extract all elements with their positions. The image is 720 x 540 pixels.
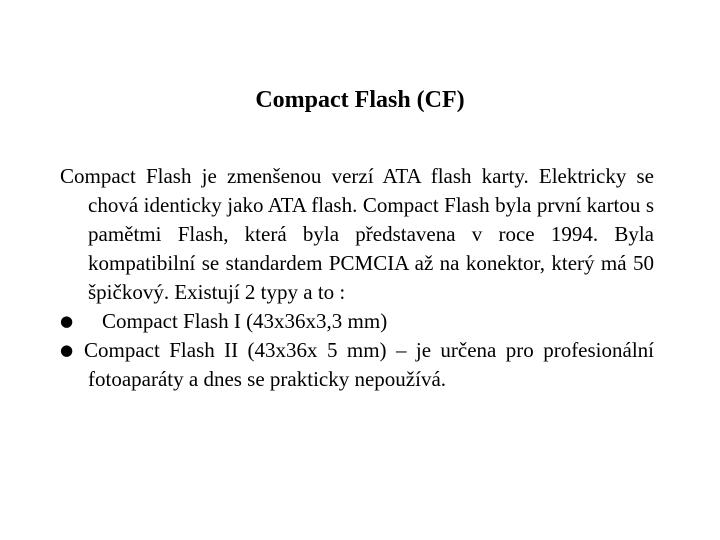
- bullet-dot-icon: ●: [60, 312, 74, 330]
- intro-paragraph: Compact Flash je zmenšenou verzí ATA flash karty. Elektricky se chová identicky jako ATA flash. Compact Flash byla první kartou s pamětmi Flash, která byla představena v roce 1994. Byla kompatibilní se standardem PCMCIA až na konektor, který má 50 špičkový. Existují 2 typy a to :: [60, 164, 654, 304]
- slide-title: Compact Flash (CF): [255, 87, 465, 113]
- bullet-list: [60, 307, 654, 394]
- bullet-text-cf2: Compact Flash II (43x36x 5 mm) – je určena pro profesionální fotoaparáty a dnes se prakticky nepoužívá.: [84, 338, 654, 391]
- slide-body: [60, 162, 654, 394]
- bullet-dot-icon: ●: [60, 341, 74, 359]
- bullet-text-cf1: Compact Flash I (43x36x3,3 mm): [102, 309, 388, 333]
- bullet-item-cf1: [60, 307, 654, 336]
- bullet-item-cf2: [60, 336, 654, 394]
